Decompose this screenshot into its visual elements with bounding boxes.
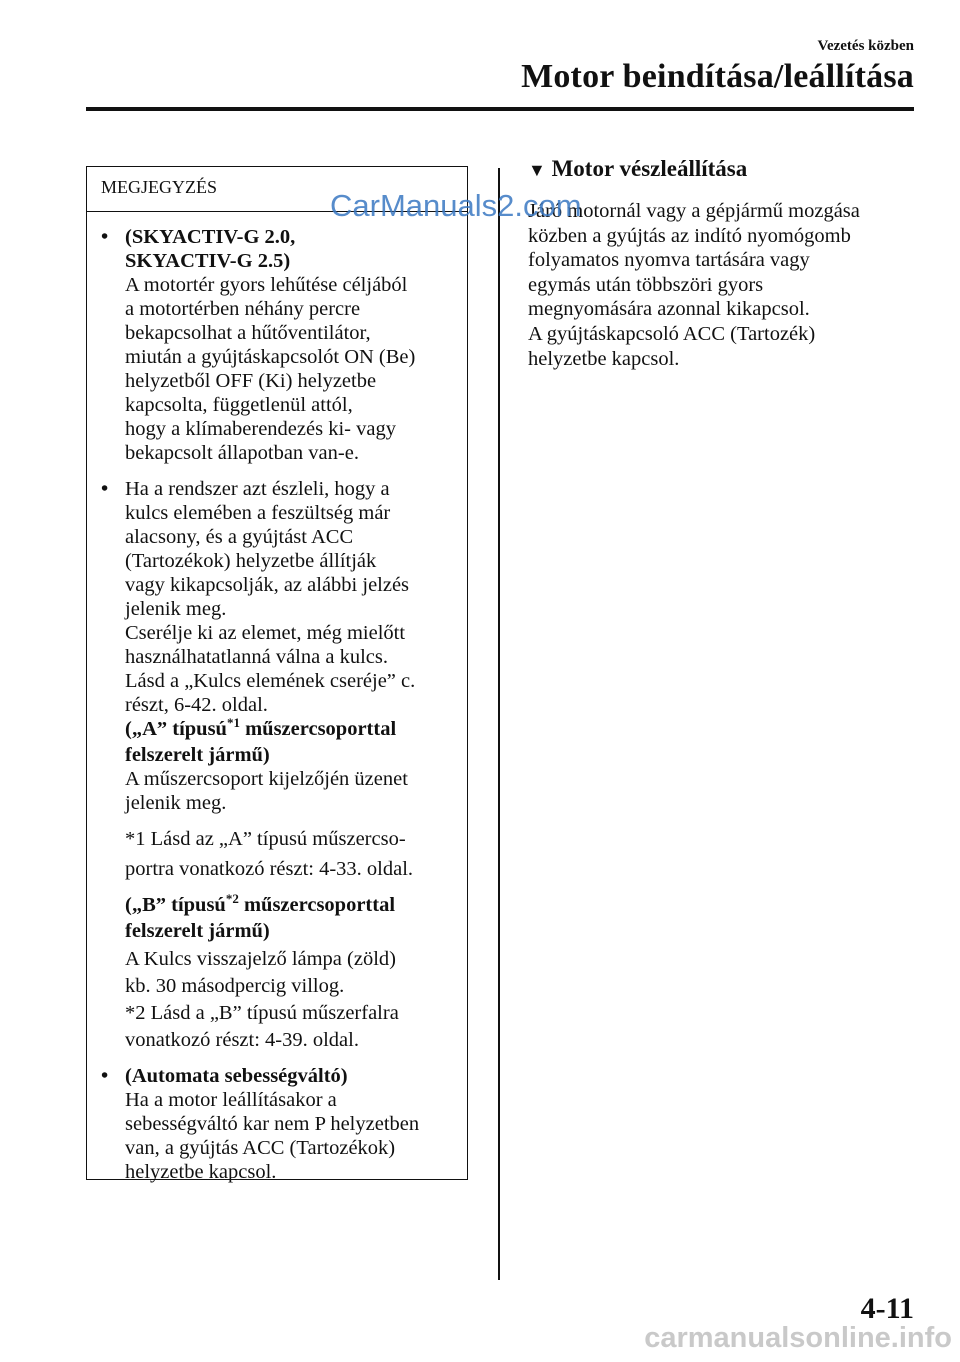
text-line: Járó motornál vagy a gépjármű mozgása (528, 200, 860, 222)
text-line: (Tartozékok) helyzetbe állítják (125, 550, 377, 572)
note-title: MEGJEGYZÉS (101, 177, 217, 197)
text-line: hogy a klímaberendezés ki- vagy (125, 418, 396, 440)
text-line: vagy kikapcsolják, az alábbi jelzés (125, 574, 410, 596)
page-title: Motor beindítása/leállítása (521, 58, 914, 95)
text-line: közben a gyújtás az indító nyomógomb (528, 224, 851, 247)
text-line: sebességváltó kar nem P helyzetben (125, 1113, 420, 1135)
footnote-line: *1 Lásd az „A” típusú műszercso- (125, 828, 406, 850)
text-line: helyzetbe kapcsol. (528, 347, 680, 370)
type-b-heading-post: műszercsoporttal (238, 894, 396, 916)
section-body (528, 199, 918, 371)
footnote-marker: *1 (226, 715, 240, 730)
header-rule (86, 107, 914, 111)
type-a-heading (125, 717, 457, 743)
text-line: kulcs elemében a feszültség már (125, 502, 391, 524)
bullet-icon: • (101, 1065, 109, 1087)
text-line: Lásd a „Kulcs elemének cseréje” c. (125, 670, 416, 692)
text-line: kb. 30 másodpercig villog. (125, 975, 345, 997)
watermark-bottom: carmanualsonline.info (644, 1322, 952, 1354)
type-b-heading-pre: („B” típusú (125, 894, 226, 916)
running-header-section: Vezetés közben (817, 38, 914, 54)
text-line: használhatatlanná válna a kulcs. (125, 646, 388, 668)
footnote-marker: *2 (225, 891, 239, 906)
text-line: bekapcsolt állapotban van-e. (125, 442, 359, 464)
item-heading: SKYACTIV-G 2.5) (125, 250, 291, 272)
watermark-top: CarManuals2.com (330, 188, 582, 223)
bullet-icon: • (101, 478, 109, 500)
footnote-line: portra vonatkozó részt: 4-33. oldal. (125, 858, 414, 880)
text-line: Ha a rendszer azt észleli, hogy a (125, 478, 390, 500)
type-b-heading (125, 893, 457, 919)
note-box (86, 166, 468, 1183)
text-line: bekapcsolhat a hűtőventilátor, (125, 322, 371, 344)
type-a-heading-line2: felszerelt jármű) (125, 744, 270, 766)
type-a-heading-pre: („A” típusú (125, 718, 227, 740)
text-line: alacsony, és a gyújtást ACC (125, 526, 354, 548)
type-a-heading-post: műszercsoporttal (239, 718, 397, 740)
note-item-key-battery (97, 477, 457, 1052)
text-line: jelenik meg. (125, 598, 227, 620)
text-line: helyzetből OFF (Ki) helyzetbe (125, 370, 377, 392)
item-heading: (SKYACTIV-G 2.0, (125, 226, 296, 248)
text-line: miután a gyújtáskapcsolót ON (Be) (125, 346, 416, 368)
text-line: megnyomására azonnal kikapcsol. (528, 298, 810, 321)
note-item-automatic-transmission (97, 1064, 457, 1184)
triangle-marker-icon: ▼ (528, 160, 546, 180)
text-line: van, a gyújtás ACC (Tartozékok) (125, 1137, 396, 1159)
section-heading (528, 156, 747, 182)
text-line: A műszercsoport kijelzőjén üzenet (125, 768, 408, 790)
item-heading: (Automata sebességváltó) (125, 1065, 348, 1087)
text-line: Cserélje ki az elemet, még mielőtt (125, 622, 406, 644)
text-line: részt, 6-42. oldal. (125, 694, 268, 716)
note-item-skyactiv (97, 225, 457, 465)
section-heading-text: Motor vészleállítása (551, 156, 748, 181)
text-line: egymás után többszöri gyors (528, 273, 764, 296)
text-line: kapcsolta, függetlenül attól, (125, 394, 353, 416)
text-line: jelenik meg. (125, 792, 227, 814)
text-line: A gyújtáskapcsoló ACC (Tartozék) (528, 322, 816, 345)
column-divider (498, 168, 500, 1280)
footnote-line: *2 Lásd a „B” típusú műszerfalra (125, 1002, 399, 1024)
text-line: helyzetbe kapcsol. (125, 1161, 277, 1183)
footnote-line: vonatkozó részt: 4-39. oldal. (125, 1029, 359, 1051)
text-line: Ha a motor leállításakor a (125, 1089, 337, 1111)
type-b-heading-line2: felszerelt jármű) (125, 920, 270, 942)
text-line: A motortér gyors lehűtése céljából (125, 274, 408, 296)
text-line: folyamatos nyomva tartására vagy (528, 249, 810, 272)
text-line: A Kulcs visszajelző lámpa (zöld) (125, 948, 396, 970)
note-body (97, 219, 457, 1184)
text-line: a motortérben néhány percre (125, 298, 361, 320)
page-number: 4-11 (860, 1292, 914, 1325)
bullet-icon: • (101, 226, 109, 248)
